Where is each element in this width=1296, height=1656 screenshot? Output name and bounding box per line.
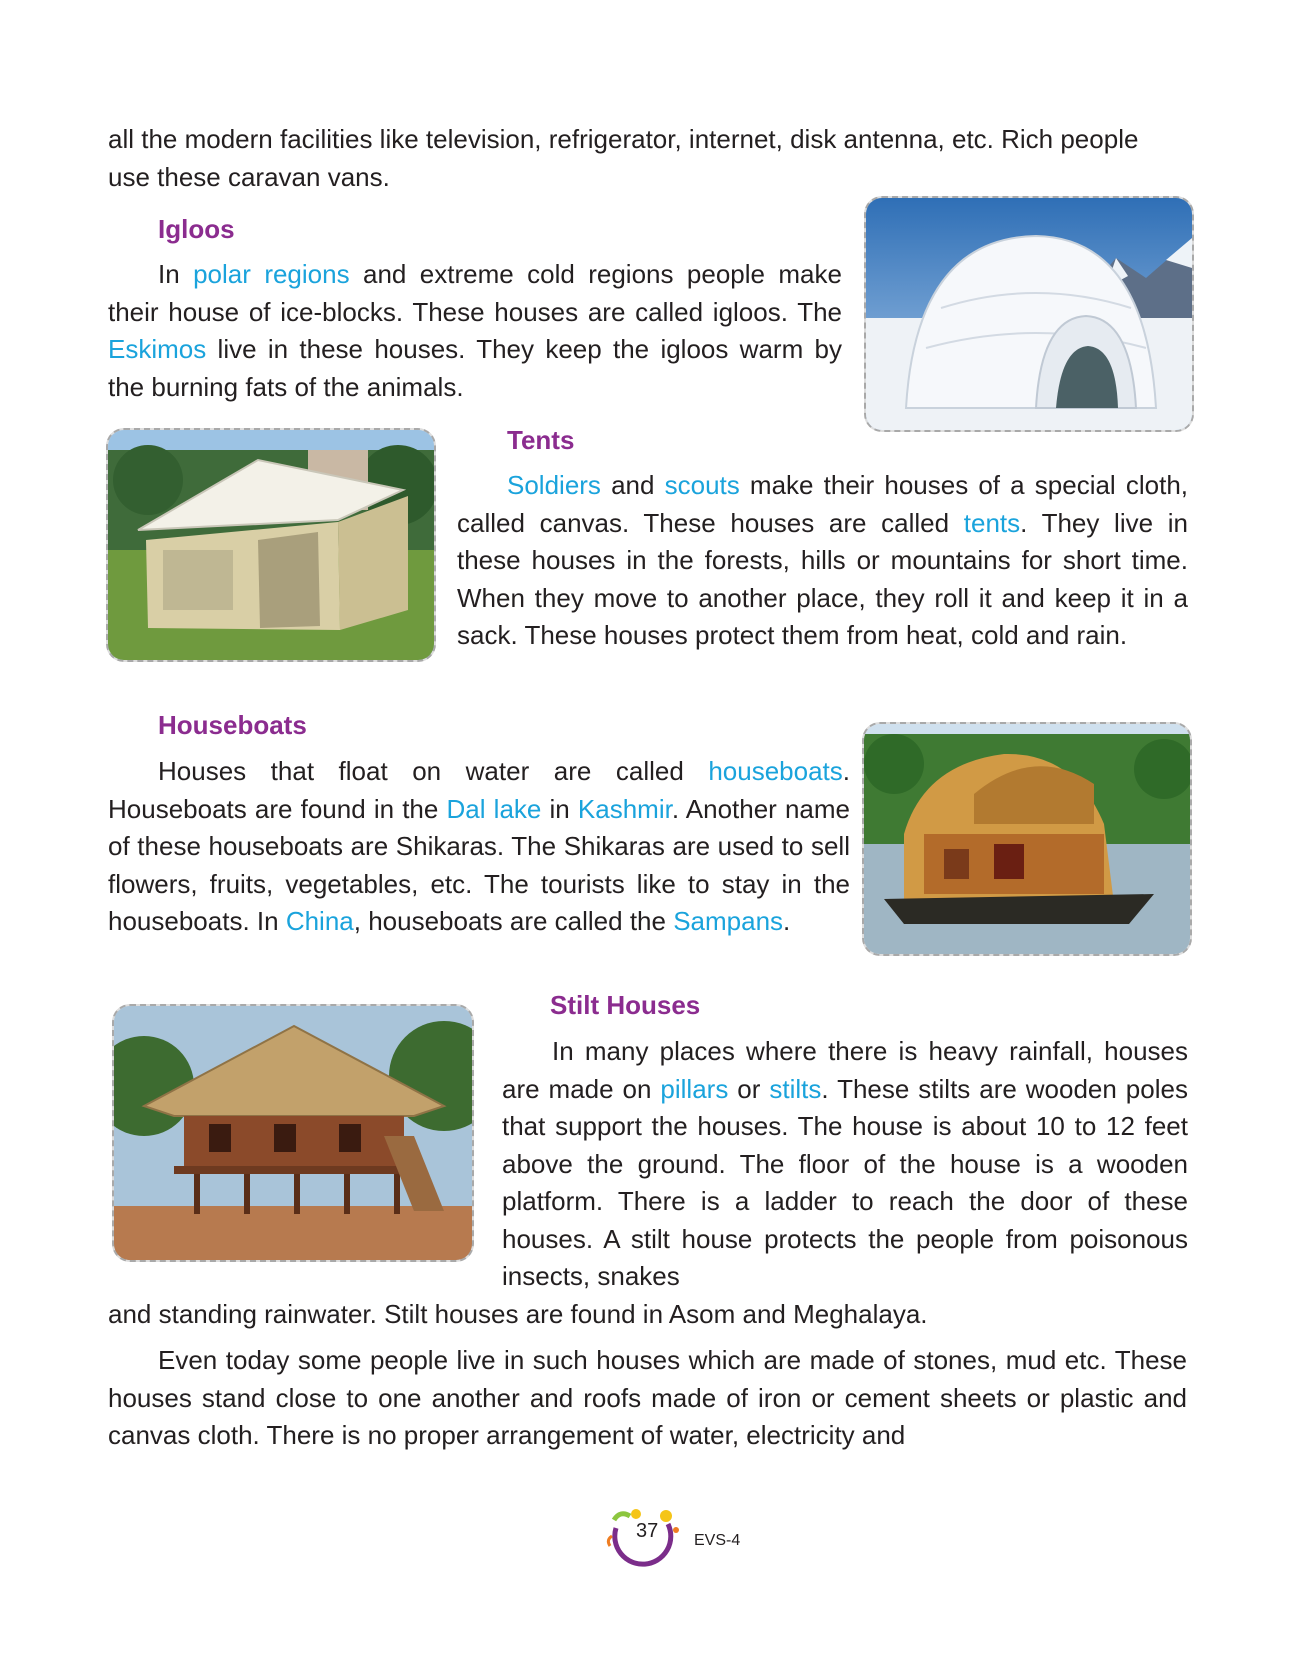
houseboats-heading: Houseboats (158, 710, 307, 740)
keyword-eskimos: Eskimos (108, 334, 207, 364)
stilt-houses-paragraph (502, 1033, 1188, 1296)
keyword-stilts: stilts (769, 1073, 822, 1104)
intro-paragraph (108, 121, 1187, 196)
tents-text-1: and (600, 470, 665, 500)
tents-text-2: make their houses of a special cloth, called canvas. These houses are called (457, 470, 1188, 538)
book-label: EVS-4 (694, 1532, 741, 1549)
igloos-text-1: In (158, 259, 194, 289)
houseboats-text-4: . Another name of these houseboats are Shikaras. The Shikaras are used to sell flowers, fruits, vegetables, etc. The tourists like to stay in the houseboats. In (108, 793, 851, 936)
keyword-pillars: pillars (660, 1073, 729, 1104)
tent-image (106, 428, 436, 662)
keyword-polar-regions: polar regions (193, 259, 350, 289)
keyword-dal-lake: Dal lake (446, 793, 542, 824)
page-footer (606, 1506, 766, 1576)
houseboats-text-6: . (783, 906, 791, 936)
tents-paragraph (457, 467, 1188, 655)
keyword-soldiers: Soldiers (507, 470, 601, 500)
page-number: 37 (636, 1520, 659, 1542)
stilt-text-4: and standing rainwater. Stilt houses are found in Asom and Meghalaya. (108, 1299, 928, 1329)
houseboats-text-2: . Houseboats are found in the (108, 756, 850, 824)
houseboats-text-5: , houseboats are called the (353, 906, 674, 936)
stilt-text-1: In many places where there is heavy rainfall, houses are made on (502, 1036, 1188, 1104)
tents-heading: Tents (507, 425, 575, 455)
stilt-text-2: or (728, 1073, 770, 1104)
keyword-sampans: Sampans (673, 906, 784, 936)
keyword-scouts: scouts (664, 470, 740, 500)
stilt-houses-heading: Stilt Houses (550, 990, 701, 1020)
stilt-text-3: . These stilts are wooden poles that support the houses. The house is about 10 to 12 feet above the ground. The floor of the house is a wooden platform. There is a ladder to reach the door of these houses. A stilt house protects the people from poisonous insects, snakes (502, 1073, 1188, 1291)
stilt-house-image (112, 1004, 474, 1262)
igloos-text-2: and extreme cold regions people make their house of ice-blocks. These houses are called igloos. The (108, 259, 842, 327)
closing-text: Even today some people live in such houses which are made of stones, mud etc. These houses stand close to one another and roofs made of iron or cement sheets or plastic and canvas cloth. There is no proper arrangement of water, electricity and (108, 1345, 1187, 1450)
igloo-image (864, 196, 1194, 432)
closing-paragraph (108, 1342, 1187, 1455)
houseboats-text-3: in (541, 793, 578, 824)
igloos-text-3: live in these houses. They keep the igloos warm by the burning fats of the animals. (108, 334, 842, 402)
houseboat-image (862, 722, 1192, 956)
igloos-heading: Igloos (158, 214, 235, 244)
keyword-china: China (285, 906, 354, 936)
intro-text: all the modern facilities like television, refrigerator, internet, disk antenna, etc. Rich people use these caravan vans. (108, 124, 1139, 192)
igloos-paragraph (108, 256, 842, 406)
keyword-tents: tents (963, 507, 1021, 538)
houseboats-text-1: Houses that float on water are called (158, 756, 709, 786)
keyword-houseboats: houseboats (708, 756, 843, 786)
houseboats-paragraph (108, 753, 850, 941)
stilt-houses-paragraph-continued (108, 1296, 1187, 1334)
tents-text-3: . They live in these houses in the forests, hills or mountains for short time. When they move to another place, they roll it and keep it in a sack. These houses protect them from heat, cold and rain. (457, 507, 1188, 650)
keyword-kashmir: Kashmir (577, 793, 672, 824)
